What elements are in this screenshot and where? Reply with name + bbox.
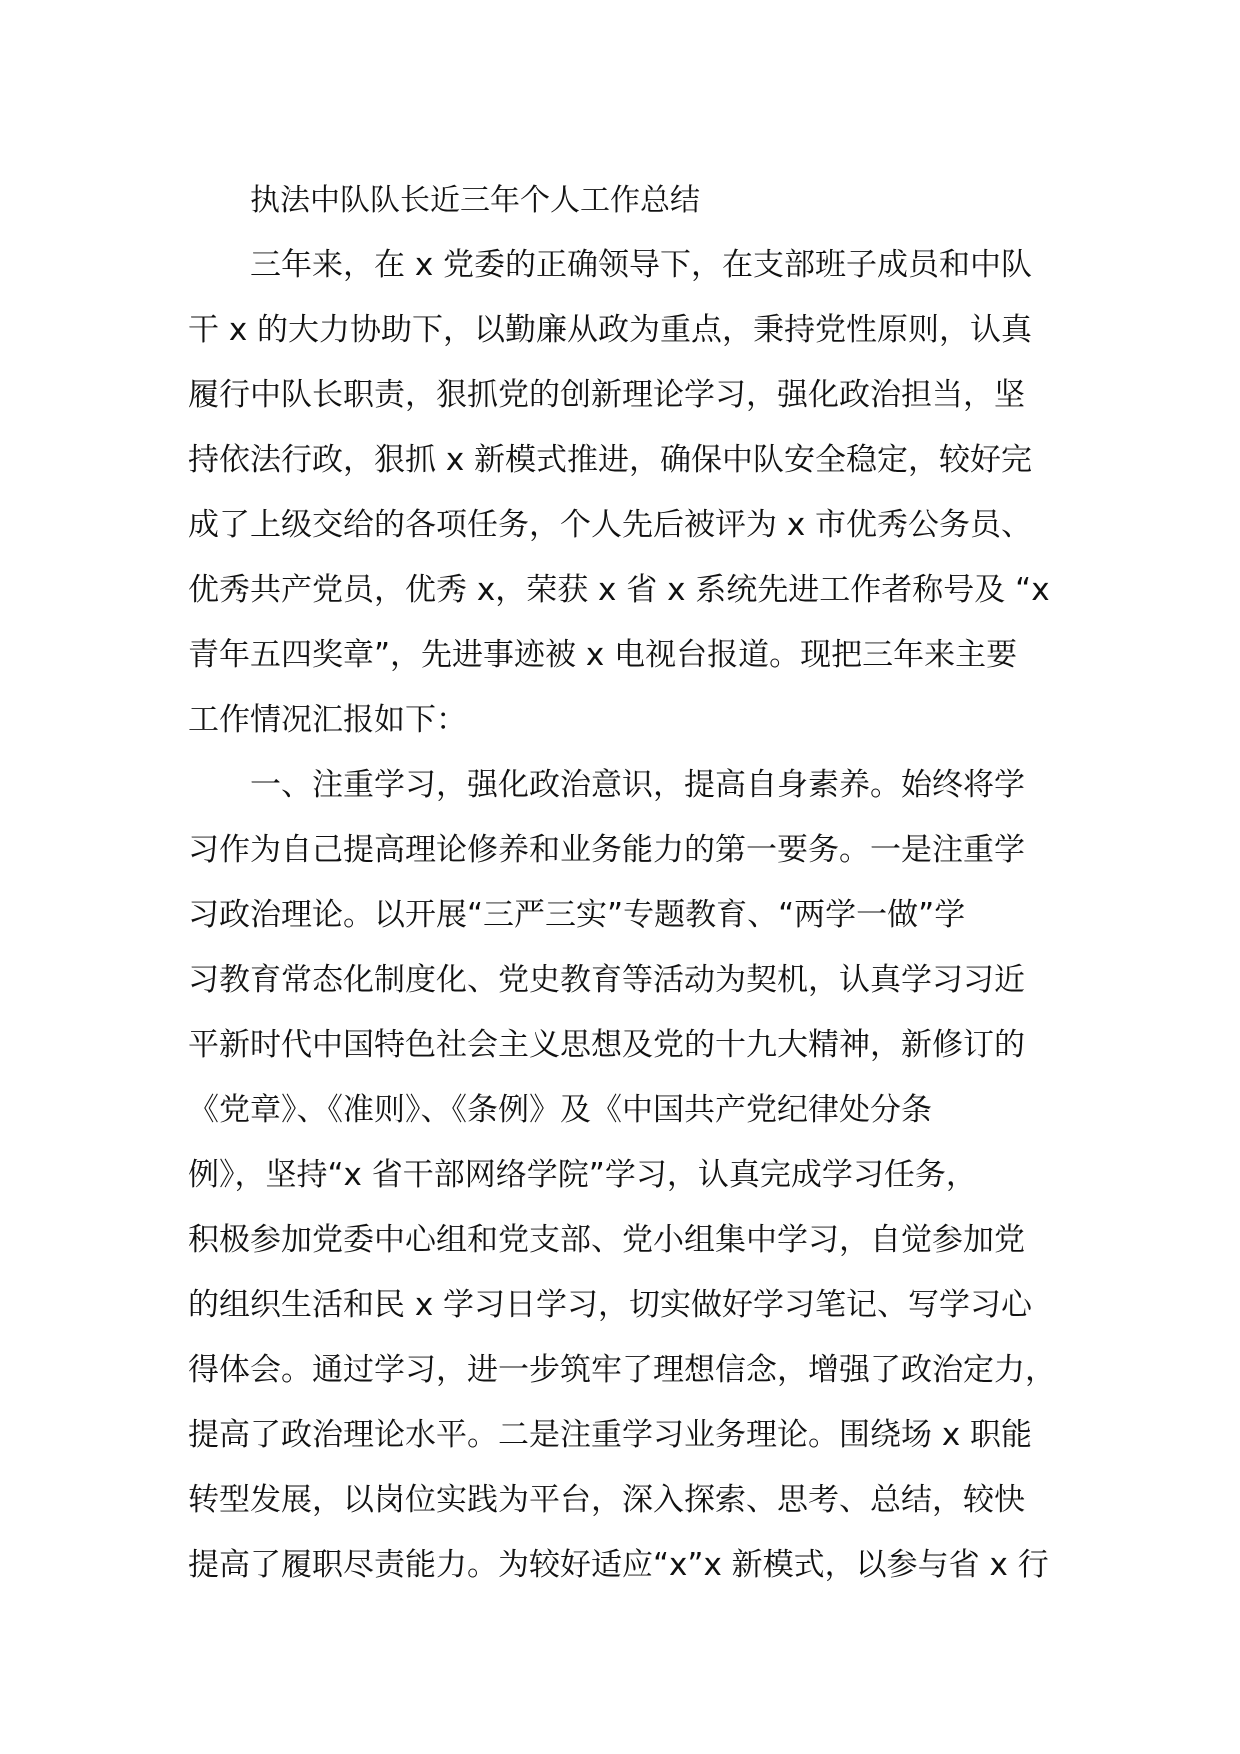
document-body [188,168,1088,1598]
paragraph-line: 的组织生活和民 x 学习日学习，切实做好学习笔记、写学习心 [188,1287,1033,1323]
paragraph-line: 干 x 的大力协助下，以勤廉从政为重点，秉持党性原则，认真 [188,312,1033,348]
paragraph-line: 得体会。通过学习，进一步筑牢了理想信念，增强了政治定力， [188,1352,1056,1388]
paragraph-line: 履行中队长职责，狠抓党的创新理论学习，强化政治担当，坚 [188,377,1025,413]
paragraph-line: 成了上级交给的各项任务，个人先后被评为 x 市优秀公务员、 [188,507,1033,543]
paragraph-line: 《党章》、《准则》、《条例》及《中国共产党纪律处分条 [188,1092,932,1128]
paragraph-line: 习作为自己提高理论修养和业务能力的第一要务。一是注重学 [188,832,1025,868]
document-title: 执法中队队长近三年个人工作总结 [250,183,700,218]
paragraph-line: 三年来，在 x 党委的正确领导下，在支部班子成员和中队 [250,247,1033,283]
paragraph-line: 青年五四奖章”，先进事迹被 x 电视台报道。现把三年来主要 [188,637,1018,673]
paragraph-line: 提高了履职尽责能力。为较好适应“x”x 新模式，以参与省 x 行 [188,1547,1049,1583]
paragraph-line: 习教育常态化制度化、党史教育等活动为契机，认真学习习近 [188,962,1025,998]
paragraph-line: 持依法行政，狠抓 x 新模式推进，确保中队安全稳定，较好完 [188,442,1033,478]
paragraph-line: 提高了政治理论水平。二是注重学习业务理论。围绕场 x 职能 [188,1417,1033,1453]
paragraph-line: 优秀共产党员，优秀 x，荣获 x 省 x 系统先进工作者称号及 “x [188,572,1050,608]
paragraph-line: 工作情况汇报如下： [188,702,467,738]
paragraph-line: 例》，坚持“x 省干部网络学院”学习，认真完成学习任务， [188,1157,977,1193]
paragraph-line: 平新时代中国特色社会主义思想及党的十九大精神，新修订的 [188,1027,1025,1063]
paragraph-line: 一、注重学习，强化政治意识，提高自身素养。始终将学 [250,767,1025,803]
paragraph-line: 积极参加党委中心组和党支部、党小组集中学习，自觉参加党 [188,1222,1025,1258]
paragraph-line: 习政治理论。以开展“三严三实”专题教育、“两学一做”学 [188,897,966,933]
paragraph-line: 转型发展，以岗位实践为平台，深入探索、思考、总结，较快 [188,1482,1025,1518]
